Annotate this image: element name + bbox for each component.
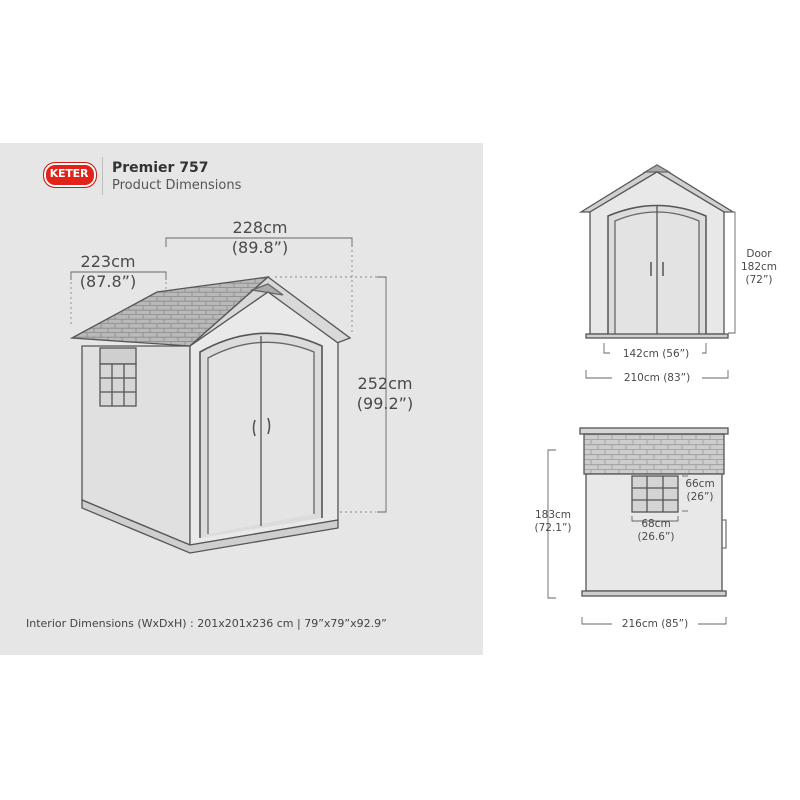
logo-text: KETER xyxy=(49,167,89,180)
height-metric: 252cm xyxy=(357,374,413,393)
side-total-width-label: 216cm (85”) xyxy=(612,618,698,631)
depth-imperial: (87.8”) xyxy=(79,272,137,291)
door-height-metric: 182cm xyxy=(740,261,778,273)
side-view-drawing xyxy=(580,428,728,596)
door-height-label xyxy=(732,248,786,287)
product-title: Premier 757 xyxy=(112,160,209,176)
door-height-imperial: (72”) xyxy=(745,274,773,286)
width-dimension-label xyxy=(200,218,320,258)
window-width-imperial: (26.6”) xyxy=(637,531,675,543)
window-height-metric: 66cm xyxy=(685,478,715,490)
window-width-label xyxy=(632,518,680,544)
depth-dimension-label xyxy=(58,252,158,292)
window-width-metric: 68cm xyxy=(641,518,671,530)
height-dimension-label xyxy=(345,374,425,414)
side-height-metric: 183cm xyxy=(534,509,572,521)
width-metric: 228cm xyxy=(232,218,288,237)
door-label: Door xyxy=(746,248,772,260)
product-subtitle: Product Dimensions xyxy=(112,178,242,193)
width-imperial: (89.8”) xyxy=(231,238,289,257)
side-height-label xyxy=(528,509,578,535)
front-view-drawing xyxy=(581,165,733,338)
interior-dimensions-text: Interior Dimensions (WxDxH) : 201x201x236 cm | 79”x79”x92.9” xyxy=(26,617,387,630)
height-imperial: (99.2”) xyxy=(356,394,414,413)
window-height-label xyxy=(680,478,720,504)
main-shed-drawing xyxy=(72,277,350,553)
front-total-width-label: 210cm (83”) xyxy=(612,372,702,385)
depth-metric: 223cm xyxy=(80,252,136,271)
door-width-label: 142cm (56”) xyxy=(610,348,702,361)
window-height-imperial: (26”) xyxy=(686,491,714,503)
side-height-imperial: (72.1”) xyxy=(534,522,572,534)
